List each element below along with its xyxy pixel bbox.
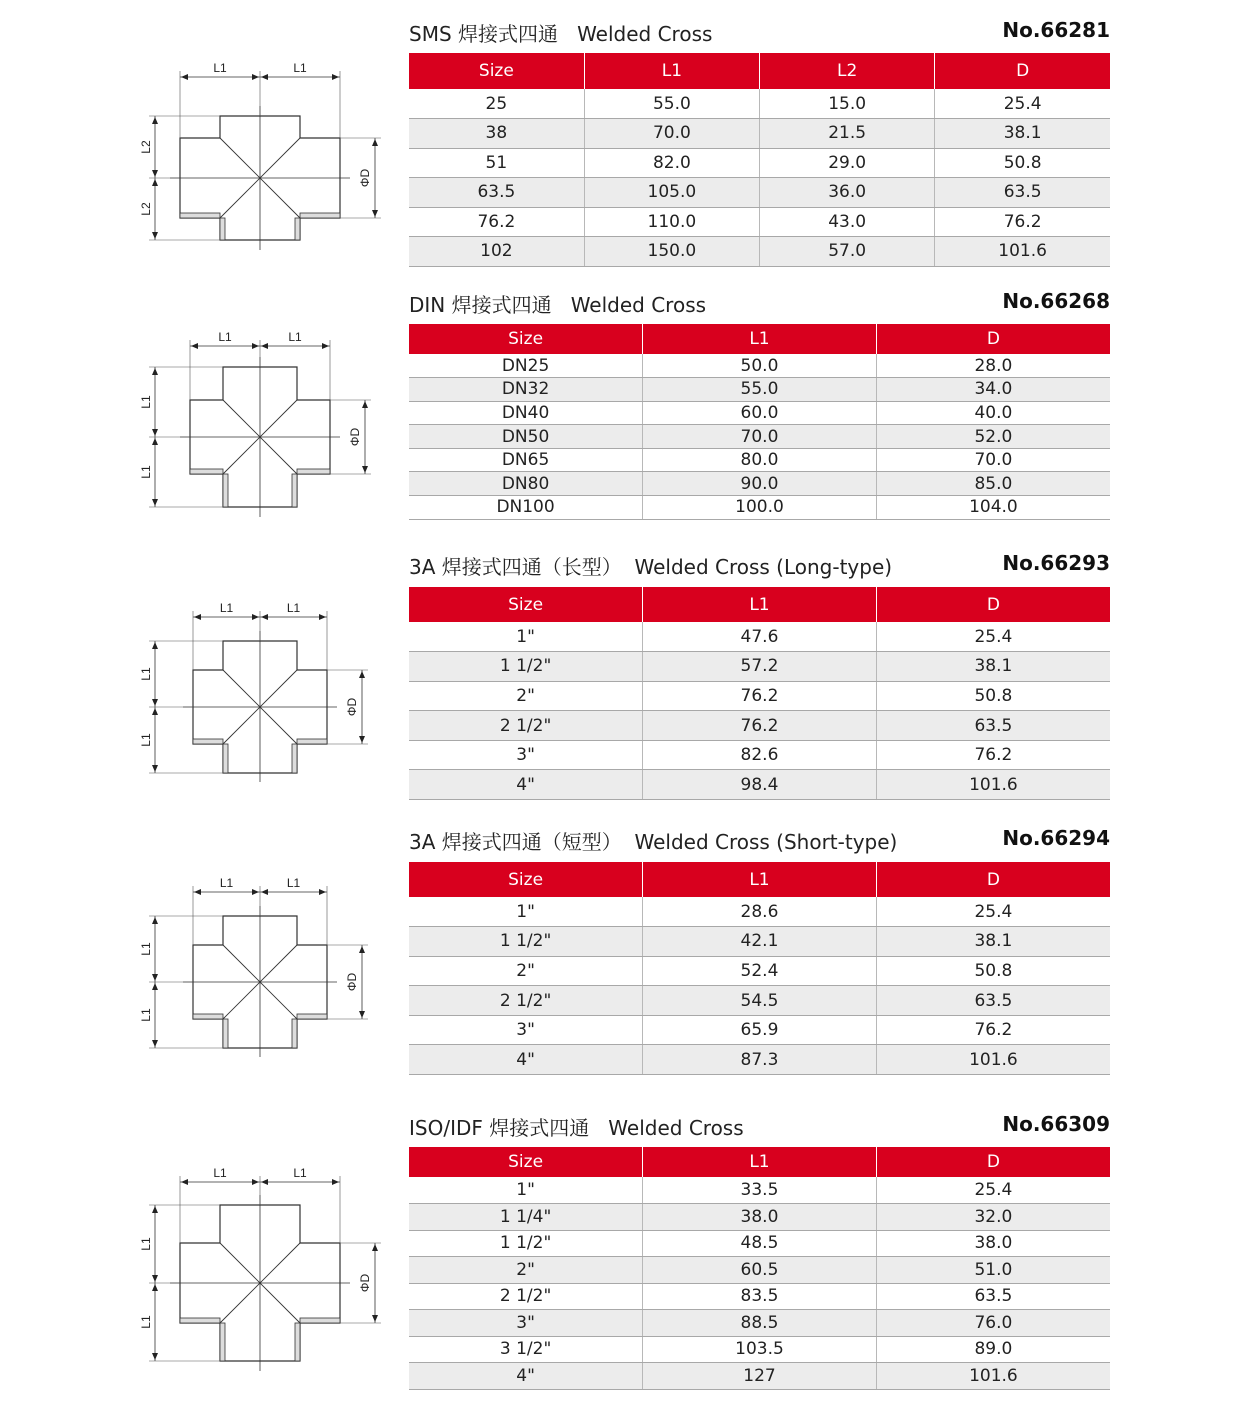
column-header: D — [876, 587, 1110, 622]
table-row — [409, 1363, 1110, 1390]
table-cell: 102 — [409, 237, 584, 267]
wall-section — [220, 1323, 225, 1361]
dimension-arrow — [152, 765, 158, 772]
table-header-row — [409, 324, 1110, 354]
table-cell: 63.5 — [876, 711, 1110, 741]
table-cell: 1" — [409, 622, 643, 652]
table-cell: DN50 — [409, 425, 643, 449]
table-cell: DN25 — [409, 354, 643, 378]
section-title-row — [409, 1112, 1110, 1142]
dimension-label: L1 — [286, 876, 301, 890]
column-header: D — [935, 53, 1110, 89]
table-cell: 55.0 — [643, 378, 877, 402]
table-cell: 101.6 — [876, 1363, 1110, 1390]
dimension-arrow — [261, 614, 268, 620]
table-cell: 4" — [409, 1045, 643, 1075]
table-header-row — [409, 862, 1110, 897]
dimension-label: L1 — [139, 1008, 153, 1022]
table-header-row — [409, 1147, 1110, 1177]
table-row — [409, 622, 1110, 652]
dimension-label: L1 — [139, 1315, 153, 1329]
column-header: Size — [409, 587, 643, 622]
dimension-arrow — [319, 889, 326, 895]
table-cell: 42.1 — [643, 927, 877, 957]
diameter-label: ΦD — [358, 168, 372, 188]
diameter-label: ΦD — [345, 697, 359, 717]
dimension-label: L2 — [139, 202, 153, 216]
table-cell: 101.6 — [876, 1045, 1110, 1075]
dimension-arrow — [252, 343, 259, 349]
catalog-number: No.66268 — [1002, 289, 1110, 313]
table-cell: 101.6 — [935, 237, 1110, 267]
spec-table-din — [409, 324, 1110, 520]
column-header: L1 — [643, 324, 877, 354]
table-cell: 85.0 — [876, 472, 1110, 496]
dimension-arrow — [152, 499, 158, 506]
spec-table-sms — [409, 53, 1110, 267]
table-row — [409, 401, 1110, 425]
dimension-arrow — [252, 1179, 259, 1185]
table-cell: 2 1/2" — [409, 711, 643, 741]
table-row — [409, 1283, 1110, 1310]
dimension-arrow — [152, 1275, 158, 1282]
table-cell: 25 — [409, 89, 584, 119]
dimension-label: L1 — [139, 395, 153, 409]
table-cell: 76.2 — [876, 740, 1110, 770]
column-header: Size — [409, 1147, 643, 1177]
table-cell: 36.0 — [760, 178, 935, 208]
dimension-arrow — [152, 438, 158, 445]
section-title-row — [409, 18, 1110, 48]
table-row — [409, 1257, 1110, 1284]
table-cell: 51 — [409, 148, 584, 178]
table-row — [409, 496, 1110, 520]
dimension-arrow — [152, 974, 158, 981]
wall-section — [193, 1014, 223, 1019]
table-cell: 15.0 — [760, 89, 935, 119]
dimension-arrow — [372, 210, 378, 217]
table-cell: 38 — [409, 119, 584, 149]
table-cell: 2" — [409, 956, 643, 986]
table-cell: 87.3 — [643, 1045, 877, 1075]
table-cell: 2" — [409, 1257, 643, 1284]
table-cell: 98.4 — [643, 770, 877, 800]
table-cell: 40.0 — [876, 401, 1110, 425]
table-header-row — [409, 587, 1110, 622]
table-row — [409, 711, 1110, 741]
table-cell: 3" — [409, 1015, 643, 1045]
wall-section — [297, 469, 330, 474]
dimension-arrow — [152, 983, 158, 990]
wall-section — [220, 218, 225, 240]
dimension-arrow — [152, 1206, 158, 1213]
table-cell: 25.4 — [876, 622, 1110, 652]
dimension-label: L1 — [139, 465, 153, 479]
table-cell: 29.0 — [760, 148, 935, 178]
table-cell: 76.2 — [643, 711, 877, 741]
column-header: D — [876, 324, 1110, 354]
table-cell: 51.0 — [876, 1257, 1110, 1284]
table-cell: 50.0 — [643, 354, 877, 378]
table-cell: 52.4 — [643, 956, 877, 986]
table-cell: 47.6 — [643, 622, 877, 652]
dimension-arrow — [152, 1040, 158, 1047]
table-row — [409, 89, 1110, 119]
table-cell: 76.2 — [935, 207, 1110, 237]
table-cell: 1" — [409, 897, 643, 927]
table-row — [409, 119, 1110, 149]
wall-section — [292, 474, 297, 507]
dimension-label: L1 — [288, 330, 302, 344]
dimension-arrow — [152, 1284, 158, 1291]
table-cell: 25.4 — [876, 1177, 1110, 1204]
wall-section — [223, 1019, 228, 1048]
table-cell: 1 1/2" — [409, 652, 643, 682]
table-cell: 65.9 — [643, 1015, 877, 1045]
table-row — [409, 354, 1110, 378]
dimension-label: L1 — [139, 667, 153, 681]
cross-fitting-svg — [130, 322, 390, 522]
diameter-label: ΦD — [358, 1273, 372, 1293]
table-cell: 150.0 — [584, 237, 759, 267]
cross-drawing-3a-long — [130, 597, 390, 782]
cross-fitting-svg — [130, 55, 390, 255]
table-cell: 1 1/4" — [409, 1204, 643, 1231]
table-row — [409, 740, 1110, 770]
column-header: L1 — [584, 53, 759, 89]
wall-section — [223, 744, 228, 773]
table-cell: 76.0 — [876, 1310, 1110, 1337]
table-cell: DN32 — [409, 378, 643, 402]
dimension-label: L1 — [139, 1237, 153, 1251]
table-cell: 105.0 — [584, 178, 759, 208]
table-row — [409, 1336, 1110, 1363]
dimension-label: L1 — [219, 876, 234, 890]
cross-fitting-svg — [130, 1160, 390, 1375]
wall-section — [297, 739, 327, 744]
wall-section — [292, 744, 297, 773]
table-cell: 101.6 — [876, 770, 1110, 800]
column-header: L2 — [760, 53, 935, 89]
table-row — [409, 652, 1110, 682]
table-cell: 103.5 — [643, 1336, 877, 1363]
wall-section — [180, 213, 220, 218]
table-cell: 70.0 — [584, 119, 759, 149]
table-cell: 38.0 — [876, 1230, 1110, 1257]
table-row — [409, 1230, 1110, 1257]
table-cell: 1" — [409, 1177, 643, 1204]
table-cell: 38.1 — [876, 927, 1110, 957]
table-cell: 100.0 — [643, 496, 877, 520]
dimension-arrow — [261, 74, 268, 80]
table-cell: 60.5 — [643, 1257, 877, 1284]
cross-drawing-sms — [130, 55, 390, 255]
table-cell: 2" — [409, 681, 643, 711]
table-row — [409, 1015, 1110, 1045]
catalog-number: No.66309 — [1002, 1112, 1110, 1136]
dimension-label: L1 — [218, 330, 232, 344]
dimension-arrow — [261, 889, 268, 895]
catalog-number: No.66293 — [1002, 551, 1110, 575]
dimension-arrow — [152, 170, 158, 177]
dimension-arrow — [372, 1315, 378, 1322]
dimension-arrow — [261, 343, 268, 349]
diameter-label: ΦD — [345, 972, 359, 992]
table-cell: 28.6 — [643, 897, 877, 927]
column-header: Size — [409, 862, 643, 897]
section-title: DIN 焊接式四通 Welded Cross — [409, 293, 707, 317]
dimension-label: L1 — [293, 61, 307, 75]
table-cell: DN80 — [409, 472, 643, 496]
diameter-label: ΦD — [348, 427, 362, 447]
column-header: L1 — [643, 587, 877, 622]
table-cell: 25.4 — [935, 89, 1110, 119]
dimension-arrow — [191, 343, 198, 349]
table-row — [409, 207, 1110, 237]
table-row — [409, 1310, 1110, 1337]
dimension-arrow — [181, 1179, 188, 1185]
table-cell: 90.0 — [643, 472, 877, 496]
table-cell: 4" — [409, 1363, 643, 1390]
table-row — [409, 178, 1110, 208]
table-cell: 60.0 — [643, 401, 877, 425]
table-row — [409, 472, 1110, 496]
dimension-arrow — [322, 343, 329, 349]
table-cell: 43.0 — [760, 207, 935, 237]
table-row — [409, 448, 1110, 472]
cross-drawing-iso-idf — [130, 1160, 390, 1375]
table-cell: 80.0 — [643, 448, 877, 472]
table-cell: 63.5 — [409, 178, 584, 208]
dimension-arrow — [152, 642, 158, 649]
dimension-label: L2 — [139, 140, 153, 154]
table-cell: 3" — [409, 1310, 643, 1337]
column-header: D — [876, 1147, 1110, 1177]
dimension-arrow — [152, 917, 158, 924]
cross-drawing-3a-short — [130, 872, 390, 1057]
table-cell: 38.0 — [643, 1204, 877, 1231]
catalog-number: No.66294 — [1002, 826, 1110, 850]
table-cell: 89.0 — [876, 1336, 1110, 1363]
dimension-arrow — [252, 614, 259, 620]
table-row — [409, 1177, 1110, 1204]
dimension-label: L1 — [139, 942, 153, 956]
table-header-row — [409, 53, 1110, 89]
table-cell: 4" — [409, 770, 643, 800]
table-row — [409, 956, 1110, 986]
dimension-arrow — [359, 1011, 365, 1018]
table-cell: 55.0 — [584, 89, 759, 119]
dimension-arrow — [252, 889, 259, 895]
column-header: Size — [409, 324, 643, 354]
wall-section — [300, 1318, 340, 1323]
dimension-arrow — [152, 708, 158, 715]
table-cell: 76.2 — [876, 1015, 1110, 1045]
table-cell: 32.0 — [876, 1204, 1110, 1231]
catalog-number: No.66281 — [1002, 18, 1110, 42]
table-cell: DN65 — [409, 448, 643, 472]
table-cell: 52.0 — [876, 425, 1110, 449]
table-cell: 104.0 — [876, 496, 1110, 520]
section-title: 3A 焊接式四通（短型） Welded Cross (Short-type) — [409, 830, 898, 854]
section-title: 3A 焊接式四通（长型） Welded Cross (Long-type) — [409, 555, 893, 579]
dimension-arrow — [332, 1179, 339, 1185]
wall-section — [295, 1323, 300, 1361]
table-cell: 54.5 — [643, 986, 877, 1016]
wall-section — [223, 474, 228, 507]
spec-table-iso-idf — [409, 1147, 1110, 1390]
wall-section — [297, 1014, 327, 1019]
dimension-label: L1 — [139, 733, 153, 747]
table-cell: 1 1/2" — [409, 1230, 643, 1257]
dimension-label: L1 — [293, 1166, 307, 1180]
dimension-arrow — [332, 74, 339, 80]
dimension-arrow — [359, 671, 365, 678]
table-row — [409, 1045, 1110, 1075]
table-cell: DN100 — [409, 496, 643, 520]
table-row — [409, 770, 1110, 800]
dimension-arrow — [359, 946, 365, 953]
dimension-arrow — [362, 466, 368, 473]
table-cell: 38.1 — [876, 652, 1110, 682]
dimension-arrow — [181, 74, 188, 80]
dimension-arrow — [372, 139, 378, 146]
table-cell: 70.0 — [643, 425, 877, 449]
table-row — [409, 1204, 1110, 1231]
dimension-arrow — [152, 429, 158, 436]
table-cell: 28.0 — [876, 354, 1110, 378]
table-cell: 83.5 — [643, 1283, 877, 1310]
table-row — [409, 148, 1110, 178]
table-cell: 50.8 — [935, 148, 1110, 178]
wall-section — [193, 739, 223, 744]
table-cell: 127 — [643, 1363, 877, 1390]
dimension-arrow — [194, 889, 201, 895]
table-cell: 2 1/2" — [409, 986, 643, 1016]
table-cell: 21.5 — [760, 119, 935, 149]
spec-table-3a-short — [409, 862, 1110, 1075]
column-header: Size — [409, 53, 584, 89]
wall-section — [292, 1019, 297, 1048]
dimension-arrow — [359, 736, 365, 743]
spec-table-3a-long — [409, 587, 1110, 800]
section-title-row — [409, 289, 1110, 319]
table-cell: 34.0 — [876, 378, 1110, 402]
section-title-row — [409, 551, 1110, 581]
table-cell: 57.0 — [760, 237, 935, 267]
table-cell: 38.1 — [935, 119, 1110, 149]
table-cell: 76.2 — [643, 681, 877, 711]
column-header: D — [876, 862, 1110, 897]
table-cell: 82.0 — [584, 148, 759, 178]
dimension-label: L1 — [213, 61, 227, 75]
table-cell: 70.0 — [876, 448, 1110, 472]
wall-section — [295, 218, 300, 240]
cross-fitting-svg — [130, 597, 390, 782]
table-cell: 3 1/2" — [409, 1336, 643, 1363]
table-cell: 2 1/2" — [409, 1283, 643, 1310]
wall-section — [180, 1318, 220, 1323]
wall-section — [300, 213, 340, 218]
wall-section — [190, 469, 223, 474]
dimension-arrow — [261, 1179, 268, 1185]
dimension-arrow — [152, 699, 158, 706]
table-cell: DN40 — [409, 401, 643, 425]
dimension-arrow — [194, 614, 201, 620]
column-header: L1 — [643, 862, 877, 897]
dimension-arrow — [152, 117, 158, 124]
table-cell: 63.5 — [935, 178, 1110, 208]
dimension-label: L1 — [219, 601, 234, 615]
table-cell: 63.5 — [876, 1283, 1110, 1310]
dimension-arrow — [152, 232, 158, 239]
dimension-arrow — [152, 1353, 158, 1360]
section-title: SMS 焊接式四通 Welded Cross — [409, 22, 713, 46]
dimension-arrow — [252, 74, 259, 80]
table-cell: 25.4 — [876, 897, 1110, 927]
table-row — [409, 425, 1110, 449]
table-row — [409, 237, 1110, 267]
table-cell: 1 1/2" — [409, 927, 643, 957]
table-row — [409, 927, 1110, 957]
table-row — [409, 897, 1110, 927]
dimension-arrow — [362, 401, 368, 408]
cross-fitting-svg — [130, 872, 390, 1057]
dimension-label: L1 — [286, 601, 301, 615]
table-cell: 33.5 — [643, 1177, 877, 1204]
column-header: L1 — [643, 1147, 877, 1177]
table-cell: 82.6 — [643, 740, 877, 770]
table-cell: 3" — [409, 740, 643, 770]
table-row — [409, 986, 1110, 1016]
table-cell: 110.0 — [584, 207, 759, 237]
table-cell: 63.5 — [876, 986, 1110, 1016]
table-cell: 57.2 — [643, 652, 877, 682]
dimension-label: L1 — [213, 1166, 227, 1180]
dimension-arrow — [372, 1244, 378, 1251]
table-row — [409, 681, 1110, 711]
table-cell: 48.5 — [643, 1230, 877, 1257]
table-cell: 50.8 — [876, 956, 1110, 986]
table-cell: 50.8 — [876, 681, 1110, 711]
table-row — [409, 378, 1110, 402]
cross-drawing-din — [130, 322, 390, 522]
table-cell: 88.5 — [643, 1310, 877, 1337]
section-title-row — [409, 826, 1110, 856]
table-cell: 76.2 — [409, 207, 584, 237]
dimension-arrow — [319, 614, 326, 620]
dimension-arrow — [152, 368, 158, 375]
section-title: ISO/IDF 焊接式四通 Welded Cross — [409, 1116, 744, 1140]
dimension-arrow — [152, 179, 158, 186]
